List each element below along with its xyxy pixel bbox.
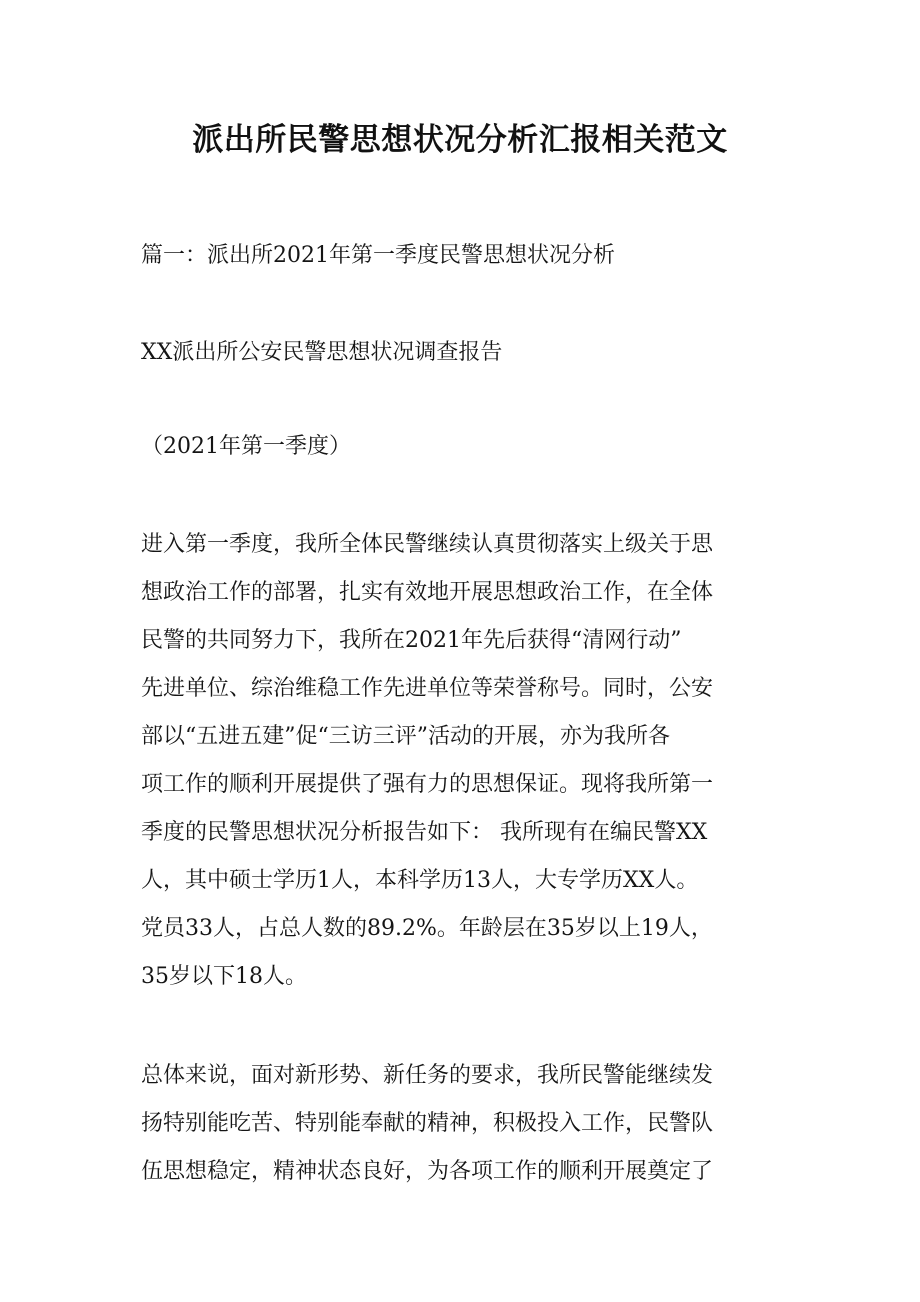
document-title: 派出所民警思想状况分析汇报相关范文 — [192, 122, 728, 158]
paragraph-line: 总体来说，面对新形势、新任务的要求，我所民警能继续发 — [141, 1063, 714, 1088]
paragraph-line: 民警的共同努力下，我所在2021年先后获得“清网行动” — [141, 628, 682, 653]
paragraph-line: 35岁以下18人。 — [141, 964, 307, 989]
report-title: XX派出所公安民警思想状况调查报告 — [141, 340, 503, 365]
paragraph-2 — [141, 1052, 791, 1196]
paragraph-1 — [141, 521, 791, 1001]
paragraph-line: 党员33人，占总人数的89.2%。年龄层在35岁以上19人， — [141, 916, 713, 941]
paragraph-line: 进入第一季度，我所全体民警继续认真贯彻落实上级关于思 — [141, 532, 714, 557]
paragraph-line: 伍思想稳定，精神状态良好，为各项工作的顺利开展奠定了 — [141, 1159, 714, 1184]
paragraph-line: 人，其中硕士学历1人，本科学历13人，大专学历XX人。 — [141, 868, 699, 893]
section-heading: 篇一：派出所2021年第一季度民警思想状况分析 — [141, 243, 615, 268]
paragraph-line: 季度的民警思想状况分析报告如下： 我所现有在编民警XX — [141, 820, 708, 845]
report-period: （2021年第一季度） — [141, 434, 351, 459]
paragraph-line: 想政治工作的部署，扎实有效地开展思想政治工作，在全体 — [141, 580, 714, 605]
paragraph-line: 先进单位、综治维稳工作先进单位等荣誉称号。同时，公安 — [141, 676, 714, 701]
paragraph-line: 部以“五进五建”促“三访三评”活动的开展，亦为我所各 — [141, 724, 670, 749]
paragraph-line: 扬特别能吃苦、特别能奉献的精神，积极投入工作，民警队 — [141, 1111, 714, 1136]
paragraph-line: 项工作的顺利开展提供了强有力的思想保证。现将我所第一 — [141, 772, 714, 797]
